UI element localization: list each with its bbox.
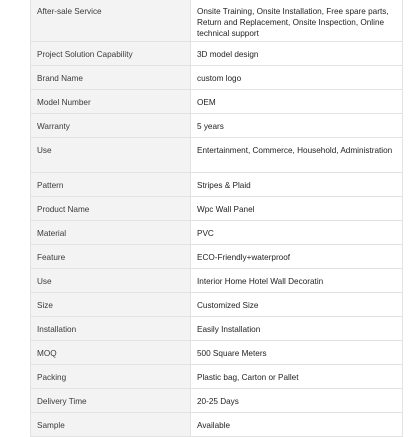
spec-label-cell: [31, 269, 191, 293]
spec-label: MOQ: [37, 349, 57, 358]
spec-value: Stripes & Plaid: [197, 181, 251, 190]
spec-value: 500 Square Meters: [197, 349, 267, 358]
spec-value: 3D model design: [197, 50, 259, 59]
spec-value-cell: [191, 365, 403, 389]
spec-label: Warranty: [37, 122, 70, 131]
spec-value-cell: [191, 197, 403, 221]
spec-value-cell: [191, 221, 403, 245]
spec-label: Material: [37, 229, 67, 238]
table-row: [31, 42, 403, 66]
spec-value-cell: [191, 269, 403, 293]
spec-label: Delivery Time: [37, 397, 87, 406]
spec-label-cell: [31, 90, 191, 114]
spec-label: Use: [37, 146, 52, 155]
spec-label: Pattern: [37, 181, 64, 190]
table-row: [31, 114, 403, 138]
spec-value: Customized Size: [197, 301, 259, 310]
table-row: [31, 317, 403, 341]
table-row: [31, 389, 403, 413]
spec-value-cell: [191, 341, 403, 365]
spec-label-cell: [31, 42, 191, 66]
spec-label-cell: [31, 413, 191, 437]
spec-value-cell: [191, 317, 403, 341]
table-row: [31, 197, 403, 221]
spec-label-cell: [31, 0, 191, 42]
spec-label: Model Number: [37, 98, 91, 107]
spec-label-cell: [31, 197, 191, 221]
spec-value-cell: [191, 413, 403, 437]
table-row: [31, 341, 403, 365]
spec-value-cell: [191, 42, 403, 66]
table-row: [31, 293, 403, 317]
table-row: [31, 245, 403, 269]
spec-label: Installation: [37, 325, 77, 334]
table-row: [31, 138, 403, 173]
spec-value: Available: [197, 421, 231, 430]
product-spec-table: [30, 0, 403, 437]
spec-label: Packing: [37, 373, 67, 382]
spec-label: Size: [37, 301, 53, 310]
spec-value-cell: [191, 293, 403, 317]
spec-label-cell: [31, 66, 191, 90]
spec-label-cell: [31, 317, 191, 341]
spec-value: custom logo: [197, 74, 242, 83]
table-row: [31, 66, 403, 90]
spec-label: Brand Name: [37, 74, 83, 83]
spec-value: 20-25 Days: [197, 397, 239, 406]
spec-value: Wpc Wall Panel: [197, 205, 255, 214]
spec-label-cell: [31, 341, 191, 365]
spec-label-cell: [31, 173, 191, 197]
spec-label: Use: [37, 277, 52, 286]
spec-label-cell: [31, 389, 191, 413]
spec-value-cell: [191, 389, 403, 413]
spec-value: Entertainment, Commerce, Household, Administration: [197, 146, 393, 155]
spec-value-cell: [191, 90, 403, 114]
table-row: [31, 413, 403, 437]
spec-label-cell: [31, 138, 191, 173]
table-row: [31, 0, 403, 42]
table-row: [31, 269, 403, 293]
spec-value: Plastic bag, Carton or Pallet: [197, 373, 299, 382]
spec-value-cell: [191, 245, 403, 269]
spec-label: Product Name: [37, 205, 90, 214]
spec-value-cell: [191, 66, 403, 90]
table-row: [31, 221, 403, 245]
spec-label: After-sale Service: [37, 7, 102, 16]
spec-value: Onsite Training, Onsite Installation, Free spare parts, Return and Replacement, Onsite Inspection, Online technical support: [197, 7, 389, 38]
spec-label: Sample: [37, 421, 65, 430]
spec-label: Feature: [37, 253, 66, 262]
spec-value: Interior Home Hotel Wall Decoratin: [197, 277, 324, 286]
spec-label-cell: [31, 365, 191, 389]
spec-value: Easily Installation: [197, 325, 261, 334]
table-row: [31, 365, 403, 389]
spec-value: 5 years: [197, 122, 224, 131]
spec-value: ECO-Friendly+waterproof: [197, 253, 291, 262]
spec-value-cell: [191, 114, 403, 138]
spec-value: PVC: [197, 229, 214, 238]
spec-label-cell: [31, 114, 191, 138]
spec-value-cell: [191, 0, 403, 42]
spec-label: Project Solution Capability: [37, 50, 133, 59]
spec-label-cell: [31, 221, 191, 245]
spec-label-cell: [31, 293, 191, 317]
spec-value: OEM: [197, 98, 216, 107]
spec-value-cell: [191, 138, 403, 173]
table-row: [31, 90, 403, 114]
table-row: [31, 173, 403, 197]
spec-label-cell: [31, 245, 191, 269]
spec-value-cell: [191, 173, 403, 197]
